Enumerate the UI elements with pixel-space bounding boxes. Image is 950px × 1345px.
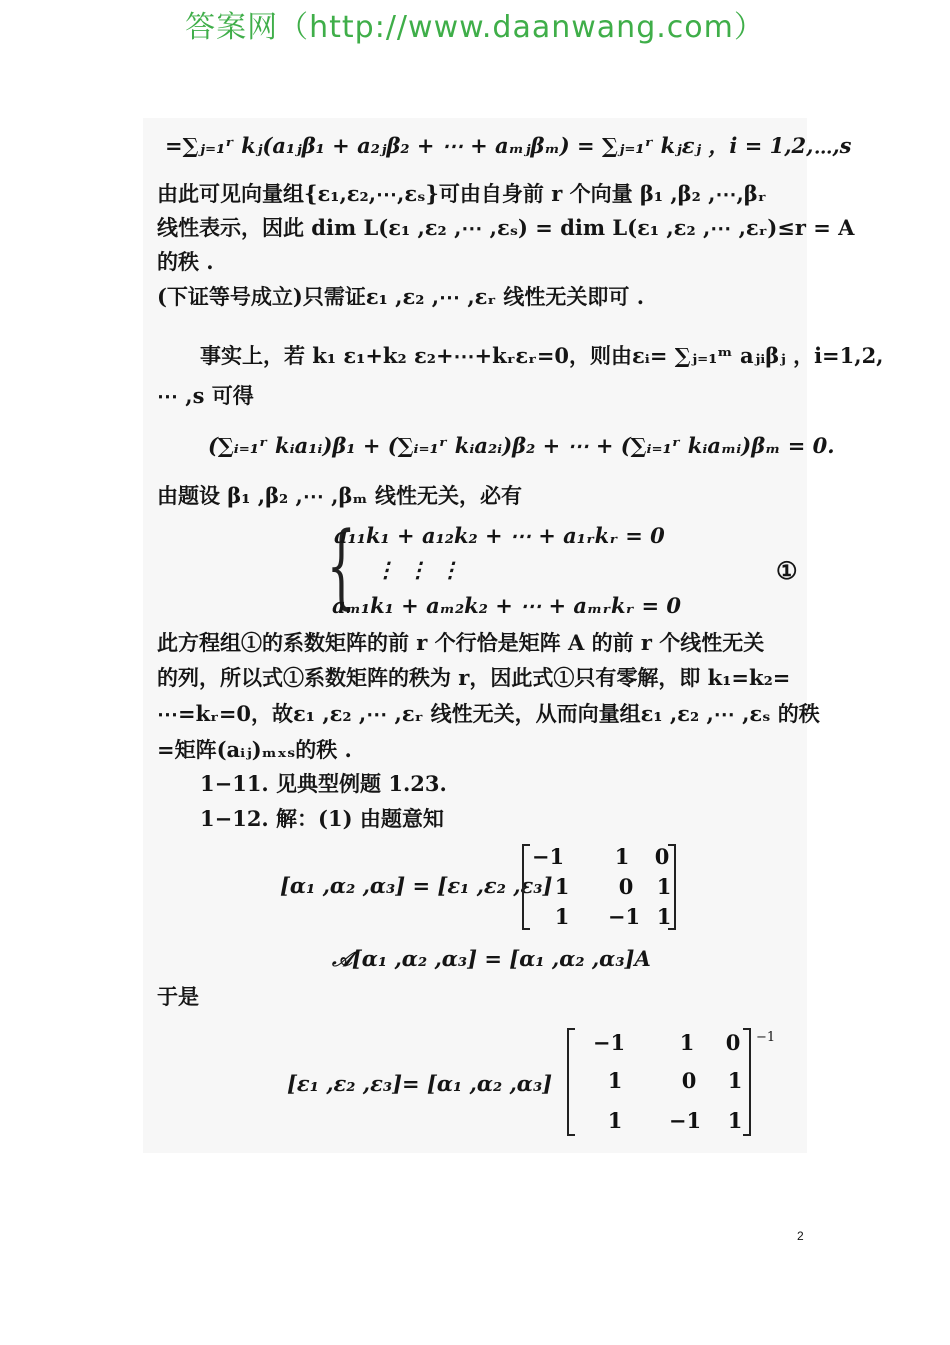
matrix-2-cell: 1 <box>679 1030 695 1055</box>
text-line-15: 1−12. 解：(1) 由题意知 <box>200 806 444 831</box>
matrix-2-cell: 1 <box>607 1108 623 1133</box>
text-line-10: 此方程组①的系数矩阵的前 r 个行恰是矩阵 A 的前 r 个线性无关 <box>157 630 765 655</box>
matrix-1-cell: −1 <box>531 844 565 869</box>
matrix-1 <box>522 846 676 928</box>
equation-label: ① <box>776 556 798 585</box>
matrix-2 <box>567 1030 751 1134</box>
text-line-16: 于是 <box>157 984 199 1009</box>
matrix-eq-2-left: [ε₁ ,ε₂ ,ε₃]= [α₁ ,α₂ ,α₃] <box>287 1071 553 1096</box>
equation-line-1: =∑ⱼ₌₁ʳ kⱼ(a₁ⱼβ₁ + a₂ⱼβ₂ + ⋯ + aₘⱼβₘ) = ∑ⱼ₌₁ʳ kⱼεⱼ ，i = 1,2,⋯,s <box>165 133 852 158</box>
matrix-2-cell: 1 <box>727 1068 743 1093</box>
text-line-4: 的秩 . <box>157 249 214 274</box>
matrix-2-cell: 1 <box>607 1068 623 1093</box>
matrix-1-cell: 0 <box>618 874 634 899</box>
matrix-2-cell: −1 <box>592 1030 626 1055</box>
system-equation-1: a₁₁k₁ + a₁₂k₂ + ⋯ + a₁ᵣkᵣ = 0 <box>334 523 665 548</box>
matrix-2-cell: 0 <box>681 1068 697 1093</box>
matrix-1-cell: 0 <box>654 844 670 869</box>
text-line-14: 1−11. 见典型例题 1.23. <box>200 771 447 796</box>
matrix-eq-1-left: [α₁ ,α₂ ,α₃] = [ε₁ ,ε₂ ,ε₃] <box>280 873 553 898</box>
text-line-2: 由此可见向量组{ε₁,ε₂,⋯,εₛ}可由自身前 r 个向量 β₁ ,β₂ ,⋯,βᵣ <box>157 181 767 206</box>
equation-line-8: (∑ᵢ₌₁ʳ kᵢa₁ᵢ)β₁ + (∑ᵢ₌₁ʳ kᵢa₂ᵢ)β₂ + ⋯ + (∑ᵢ₌₁ʳ kᵢaₘᵢ)βₘ = 0. <box>208 433 835 458</box>
matrix-2-inverse-exponent: −1 <box>756 1030 776 1045</box>
system-equation-dots: ⋮ ⋮ ⋮ <box>375 557 463 582</box>
matrix-eq-1-line2: 𝒜[α₁ ,α₂ ,α₃] = [α₁ ,α₂ ,α₃]A <box>332 946 651 971</box>
matrix-2-cell: 0 <box>725 1030 741 1055</box>
matrix-2-cell: −1 <box>668 1108 702 1133</box>
text-line-6: 事实上，若 k₁ ε₁+k₂ ε₂+⋯+kᵣεᵣ=0，则由εᵢ= ∑ⱼ₌₁ᵐ aⱼᵢβⱼ ，i=1,2, <box>200 343 884 368</box>
text-line-9: 由题设 β₁ ,β₂ ,⋯ ,βₘ 线性无关，必有 <box>157 483 523 508</box>
left-brace: { <box>326 512 356 619</box>
matrix-1-cell: −1 <box>607 904 641 929</box>
text-line-3: 线性表示，因此 dim L(ε₁ ,ε₂ ,⋯ ,εₛ) = dim L(ε₁ ,ε₂ ,⋯ ,εᵣ)≤r = A <box>157 215 855 240</box>
matrix-1-cell: 1 <box>554 874 570 899</box>
matrix-1-cell: 1 <box>554 904 570 929</box>
matrix-1-cell: 1 <box>656 874 672 899</box>
site-watermark-header: 答案网（http://www.daanwang.com） <box>185 10 765 45</box>
text-line-12: ⋯=kᵣ=0，故ε₁ ,ε₂ ,⋯ ,εᵣ 线性无关，从而向量组ε₁ ,ε₂ ,⋯ ,εₛ 的秩 <box>157 701 820 726</box>
matrix-2-cell: 1 <box>727 1108 743 1133</box>
text-line-5: (下证等号成立)只需证ε₁ ,ε₂ ,⋯ ,εᵣ 线性无关即可 . <box>157 284 645 309</box>
matrix-1-cell: 1 <box>656 904 672 929</box>
system-equation-m: aₘ₁k₁ + aₘ₂k₂ + ⋯ + aₘᵣkᵣ = 0 <box>332 593 682 618</box>
text-line-13: =矩阵(aᵢⱼ)ₘₓₛ的秩 . <box>157 737 352 762</box>
page-number: 2 <box>797 1229 804 1243</box>
text-line-11: 的列，所以式①系数矩阵的秩为 r，因此式①只有零解，即 k₁=k₂= <box>157 665 791 690</box>
text-line-7: ⋯ ,s 可得 <box>157 383 254 408</box>
matrix-1-cell: 1 <box>614 844 630 869</box>
